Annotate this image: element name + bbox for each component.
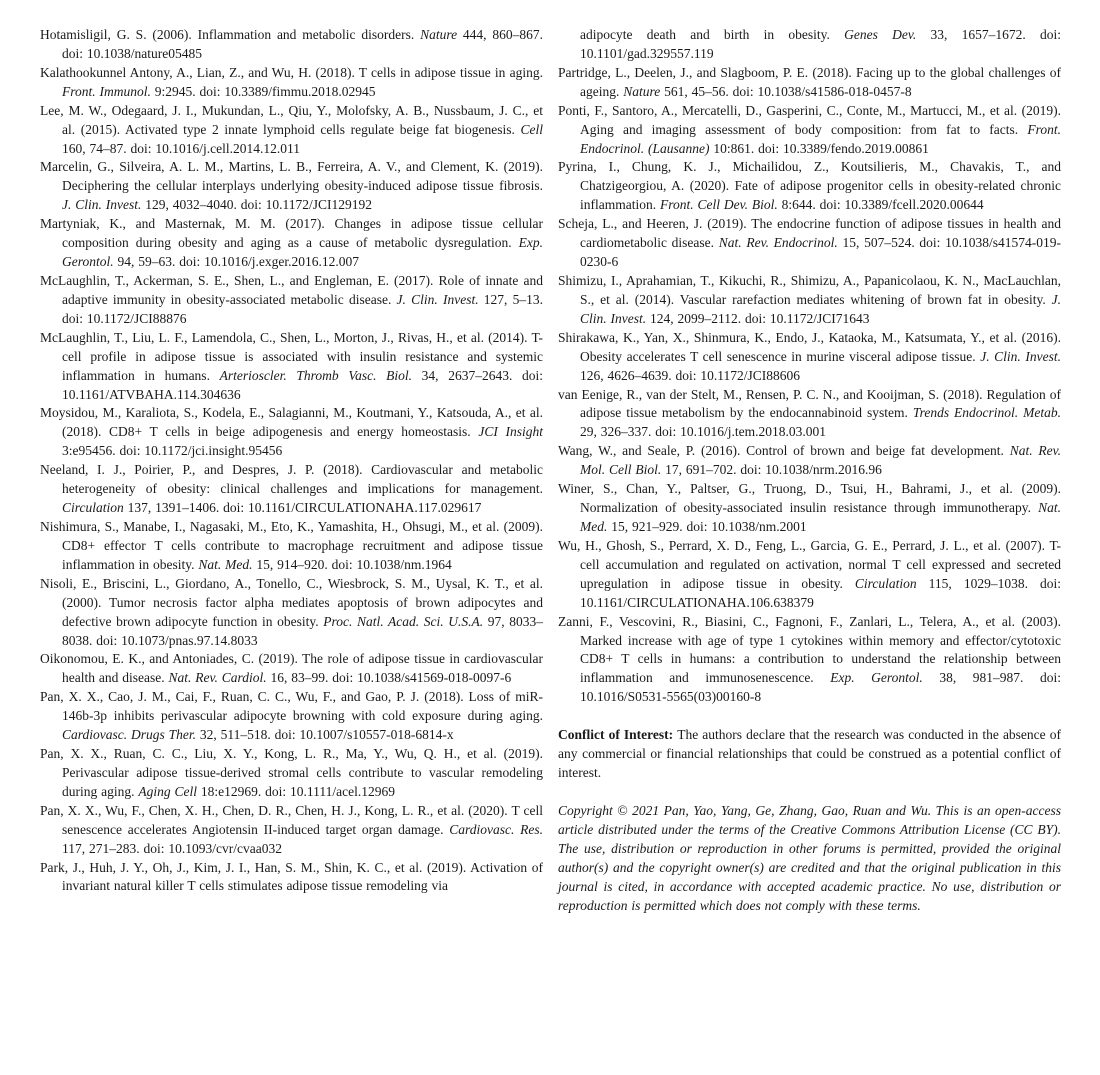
reference-text: 160, 74–87. doi: 10.1016/j.cell.2014.12.011: [62, 140, 300, 156]
journal-name: Nature: [420, 27, 458, 42]
reference-text: Winer, S., Chan, Y., Paltser, G., Truong, D., Tsui, H., Bahrami, J., et al. (2009). Normalization of obesity-associated insulin resistance through immunotherapy.: [558, 481, 1061, 516]
reference-text: Pyrina, I., Chung, K. J., Michailidou, Z., Koutsilieris, M., Chavakis, T., and Chatzigeorgiou, A. (2020). Fate of adipose progenitor cells in obesity-related chronic inflammation.: [558, 159, 1061, 213]
journal-name: Front. Immunol.: [62, 83, 151, 99]
reference-text: 3:e95456. doi: 10.1172/jci.insight.95456: [62, 443, 283, 459]
reference-text: Hotamisligil, G. S. (2006). Inflammation and metabolic disorders.: [40, 27, 421, 42]
reference-text: McLaughlin, T., Ackerman, S. E., Shen, L., and Engleman, E. (2017). Role of innate and adaptive immunity in obesity-associated metabolic disease.: [40, 272, 543, 307]
reference-text: 17, 691–702. doi: 10.1038/nrm.2016.96: [661, 462, 882, 478]
reference-text: 561, 45–56. doi: 10.1038/s41586-018-0457-8: [660, 83, 912, 99]
reference-text: Partridge, L., Deelen, J., and Slagboom, P. E. (2018). Facing up to the global challenges of ageing.: [558, 64, 1061, 99]
journal-name: J. Clin. Invest.: [580, 291, 1061, 326]
reference-text: 29, 326–337. doi: 10.1016/j.tem.2018.03.001: [580, 424, 826, 440]
reference-entry: [558, 102, 1061, 159]
reference-text: Zanni, F., Vescovini, R., Biasini, C., Fagnoni, F., Zanlari, L., Telera, A., et al. (2003). Marked increase with age of type 1 cytokines within memory and effector/cytotoxic CD8+ T cells in humans: a contribution to understand the relationship between inflammation and immunosenescence.: [558, 613, 1061, 686]
reference-entry-continuation: [558, 26, 1061, 64]
reference-text: 8:644. doi: 10.3389/fcell.2020.00644: [777, 197, 984, 213]
reference-list-right: [558, 26, 1061, 707]
reference-text: 124, 2099–2112. doi: 10.1172/JCI71643: [646, 310, 870, 326]
reference-text: Wang, W., and Seale, P. (2016). Control of brown and beige fat development.: [558, 443, 1010, 459]
reference-list-left: [40, 26, 543, 896]
reference-text: 129, 4032–4040. doi: 10.1172/JCI129192: [141, 197, 372, 213]
journal-name: Circulation: [62, 500, 124, 516]
journal-name: J. Clin. Invest.: [62, 197, 142, 213]
reference-entry: [558, 386, 1061, 443]
reference-text: 9:2945. doi: 10.3389/fimmu.2018.02945: [150, 83, 376, 99]
reference-text: adipocyte death and birth in obesity.: [580, 27, 845, 42]
reference-entry: [558, 215, 1061, 272]
references-column-left: [40, 26, 543, 915]
reference-text: 126, 4626–4639. doi: 10.1172/JCI88606: [580, 367, 801, 383]
reference-text: 16, 83–99. doi: 10.1038/s41569-018-0097-6: [266, 670, 512, 686]
journal-name: Cell: [520, 121, 543, 137]
journal-name: Front. Endocrinol. (Lausanne): [580, 121, 1061, 156]
reference-text: 10:861. doi: 10.3389/fendo.2019.00861: [709, 140, 929, 156]
reference-text: 15, 914–920. doi: 10.1038/nm.1964: [252, 556, 452, 572]
journal-name: Circulation: [854, 575, 917, 591]
journal-name: JCI Insight: [478, 424, 543, 440]
reference-entry: [558, 480, 1061, 537]
reference-entry: [40, 102, 543, 159]
journal-name: Nat. Rev. Mol. Cell Biol.: [580, 443, 1062, 478]
journal-name: Cardiovasc. Drugs Ther.: [62, 727, 197, 743]
reference-text: Pan, X. X., Ruan, C. C., Liu, X. Y., Kong, L. R., Ma, Y., Wu, Q. H., et al. (2019). Perivascular adipose tissue-derived stromal cells contribute to vascular remodeling during aging.: [40, 746, 543, 799]
reference-entry: [558, 613, 1061, 708]
reference-entry: [558, 64, 1061, 102]
journal-name: Aging Cell: [138, 783, 197, 799]
conflict-of-interest-text: The authors declare that the research was conducted in the absence of any commercial or financial relationships that could be construed as a potential conflict of interest.: [558, 727, 1061, 781]
reference-entry: [40, 158, 543, 215]
journal-name: Nat. Rev. Endocrinol.: [718, 235, 838, 251]
reference-text: Moysidou, M., Karaliota, S., Kodela, E., Salagianni, M., Koutmani, Y., Katsouda, A., et al. (2018). CD8+ T cells in beige adipogenesis and energy homeostasis.: [40, 405, 543, 440]
journal-name: Genes Dev.: [844, 27, 917, 42]
reference-text: 97, 8033–8038. doi: 10.1073/pnas.97.14.8033: [62, 613, 543, 648]
reference-entry: [40, 518, 543, 575]
reference-text: McLaughlin, T., Liu, L. F., Lamendola, C., Shen, L., Morton, J., Rivas, H., et al. (2014). T-cell profile in adipose tissue is associated with insulin resistance and systemic inflammation in humans.: [40, 329, 543, 383]
reference-entry: [40, 688, 543, 745]
reference-text: 15, 921–929. doi: 10.1038/nm.2001: [607, 518, 807, 534]
reference-entry: [40, 64, 543, 102]
reference-text: 38, 981–987. doi: 10.1016/S0531-5565(03)00160-8: [580, 670, 1061, 705]
reference-entry: [558, 158, 1061, 215]
reference-text: Wu, H., Ghosh, S., Perrard, X. D., Feng, L., Garcia, G. E., Perrard, J. L., et al. (2007). T-cell accumulation and regulated on activation, normal T cell expressed and secreted upregulation in adipose tissue in obesity.: [558, 537, 1061, 591]
copyright-notice: Copyright © 2021 Pan, Yao, Yang, Ge, Zhang, Gao, Ruan and Wu. This is an open-access article distributed under the terms of the Creative Commons Attribution License (CC BY). The use, distribution or reproduction in other forums is permitted, provided the original author(s) and the copyright owner(s) are credited and that the original publication in this journal is cited, in accordance with accepted academic practice. No use, distribution or reproduction is permitted which does not comply with these terms.: [558, 802, 1061, 913]
reference-entry: [40, 329, 543, 405]
journal-name: Proc. Natl. Acad. Sci. U.S.A.: [323, 613, 484, 629]
reference-text: 18:e12969. doi: 10.1111/acel.12969: [197, 783, 395, 799]
reference-text: Martyniak, K., and Masternak, M. M. (2017). Changes in adipose tissue cellular composition during obesity and aging as a cause of metabolic dysregulation.: [40, 216, 543, 251]
journal-name: Exp. Gerontol.: [830, 670, 923, 686]
reference-text: Ponti, F., Santoro, A., Mercatelli, D., Gasperini, C., Conte, M., Martucci, M., et al. (2019). Aging and imaging assessment of body composition: from fat to facts.: [558, 102, 1061, 137]
reference-text: 127, 5–13. doi: 10.1172/JCI88876: [62, 291, 543, 326]
reference-entry: [558, 537, 1061, 613]
reference-text: 117, 271–283. doi: 10.1093/cvr/cvaa032: [62, 840, 282, 856]
reference-text: 15, 507–524. doi: 10.1038/s41574-019-0230-6: [580, 235, 1061, 270]
reference-text: Scheja, L., and Heeren, J. (2019). The endocrine function of adipose tissues in health and cardiometabolic disease.: [558, 216, 1061, 251]
journal-name: Front. Cell Dev. Biol.: [659, 197, 778, 213]
reference-text: 444, 860–867. doi: 10.1038/nature05485: [62, 27, 543, 61]
reference-text: Lee, M. W., Odegaard, J. I., Mukundan, L., Qiu, Y., Molofsky, A. B., Nussbaum, J. C., et al. (2015). Activated type 2 innate lymphoid cells regulate beige fat biogenesis.: [40, 102, 543, 137]
reference-text: Nisoli, E., Briscini, L., Giordano, A., Tonello, C., Wiesbrock, S. M., Uysal, K. T., et al. (2000). Tumor necrosis factor alpha mediates apoptosis of brown adipocytes and defective brown adipocyte function in obesity.: [40, 575, 543, 629]
reference-text: Shimizu, I., Aprahamian, T., Kikuchi, R., Shimizu, A., Papanicolaou, K. N., MacLauchlan, S., et al. (2014). Vascular rarefaction mediates whitening of brown fat in obesity.: [558, 272, 1061, 307]
journal-name: Arterioscler. Thromb Vasc. Biol.: [219, 367, 412, 383]
reference-text: Pan, X. X., Cao, J. M., Cai, F., Ruan, C. C., Wu, F., and Gao, P. J. (2018). Loss of miR-146b-3p inhibits perivascular adipocyte browning with cold exposure during aging.: [40, 689, 543, 724]
reference-text: 115, 1029–1038. doi: 10.1161/CIRCULATIONAHA.106.638379: [580, 575, 1061, 610]
reference-text: Nishimura, S., Manabe, I., Nagasaki, M., Eto, K., Yamashita, H., Ohsugi, M., et al. (2009). CD8+ effector T cells contribute to macrophage recruitment and adipose tissue inflammation in obesity.: [40, 518, 543, 572]
journal-name: Nature: [623, 83, 661, 99]
reference-entry: [40, 26, 543, 64]
reference-text: Kalathookunnel Antony, A., Lian, Z., and Wu, H. (2018). T cells in adipose tissue in aging.: [40, 64, 543, 80]
journal-name: Exp. Gerontol.: [62, 235, 543, 270]
reference-entry: [40, 650, 543, 688]
journal-name: Nat. Rev. Cardiol.: [168, 670, 267, 686]
reference-text: Shirakawa, K., Yan, X., Shinmura, K., Endo, J., Kataoka, M., Katsumata, Y., et al. (2016). Obesity accelerates T cell senescence in murine visceral adipose tissue.: [558, 329, 1061, 364]
references-column-right: [558, 26, 1061, 915]
reference-entry: [40, 859, 543, 897]
reference-entry: [558, 442, 1061, 480]
journal-name: J. Clin. Invest.: [396, 291, 479, 307]
conflict-of-interest-statement: [558, 726, 1061, 783]
reference-entry: [40, 802, 543, 859]
reference-text: 94, 59–63. doi: 10.1016/j.exger.2016.12.007: [113, 254, 359, 270]
reference-text: Oikonomou, E. K., and Antoniades, C. (2019). The role of adipose tissue in cardiovascular health and disease.: [40, 651, 543, 686]
reference-text: 32, 511–518. doi: 10.1007/s10557-018-6814-x: [196, 727, 454, 743]
reference-entry: [40, 404, 543, 461]
journal-name: Trends Endocrinol. Metab.: [912, 405, 1061, 421]
reference-entry: [40, 575, 543, 651]
reference-entry: [40, 215, 543, 272]
reference-entry: [40, 272, 543, 329]
journal-name: Nat. Med.: [580, 500, 1061, 534]
reference-text: Neeland, I. J., Poirier, P., and Despres, J. P. (2018). Cardiovascular and metabolic heterogeneity of obesity: clinical challenges and implications for management.: [40, 462, 543, 497]
journal-name: Cardiovasc. Res.: [449, 821, 543, 837]
reference-text: Pan, X. X., Wu, F., Chen, X. H., Chen, D. R., Chen, H. J., Kong, L. R., et al. (2020). T cell senescence accelerates Angiotensin II-induced target organ damage.: [40, 802, 543, 837]
reference-text: 34, 2637–2643. doi: 10.1161/ATVBAHA.114.304636: [62, 367, 543, 402]
reference-entry: [558, 272, 1061, 329]
reference-entry: [40, 461, 543, 518]
journal-name: J. Clin. Invest.: [980, 348, 1061, 364]
journal-name: Nat. Med.: [198, 556, 253, 572]
conflict-of-interest-label: Conflict of Interest:: [558, 727, 678, 743]
reference-text: 33, 1657–1672. doi: 10.1101/gad.329557.119: [580, 27, 1061, 61]
reference-entry: [558, 329, 1061, 386]
reference-text: Park, J., Huh, J. Y., Oh, J., Kim, J. I., Han, S. M., Shin, K. C., et al. (2019). Activation of invariant natural killer T cells stimulates adipose tissue remodeling via: [40, 859, 543, 894]
reference-text: van Eenige, R., van der Stelt, M., Rensen, P. C. N., and Kooijman, S. (2018). Regulation of adipose tissue metabolism by the endocannabinoid system.: [558, 386, 1061, 421]
reference-entry: [40, 745, 543, 802]
reference-text: 137, 1391–1406. doi: 10.1161/CIRCULATIONAHA.117.029617: [123, 500, 482, 516]
reference-text: Marcelin, G., Silveira, A. L. M., Martins, L. B., Ferreira, A. V., and Clement, K. (2019). Deciphering the cellular interplays underlying obesity-induced adipose tissue fibrosis.: [40, 159, 543, 194]
